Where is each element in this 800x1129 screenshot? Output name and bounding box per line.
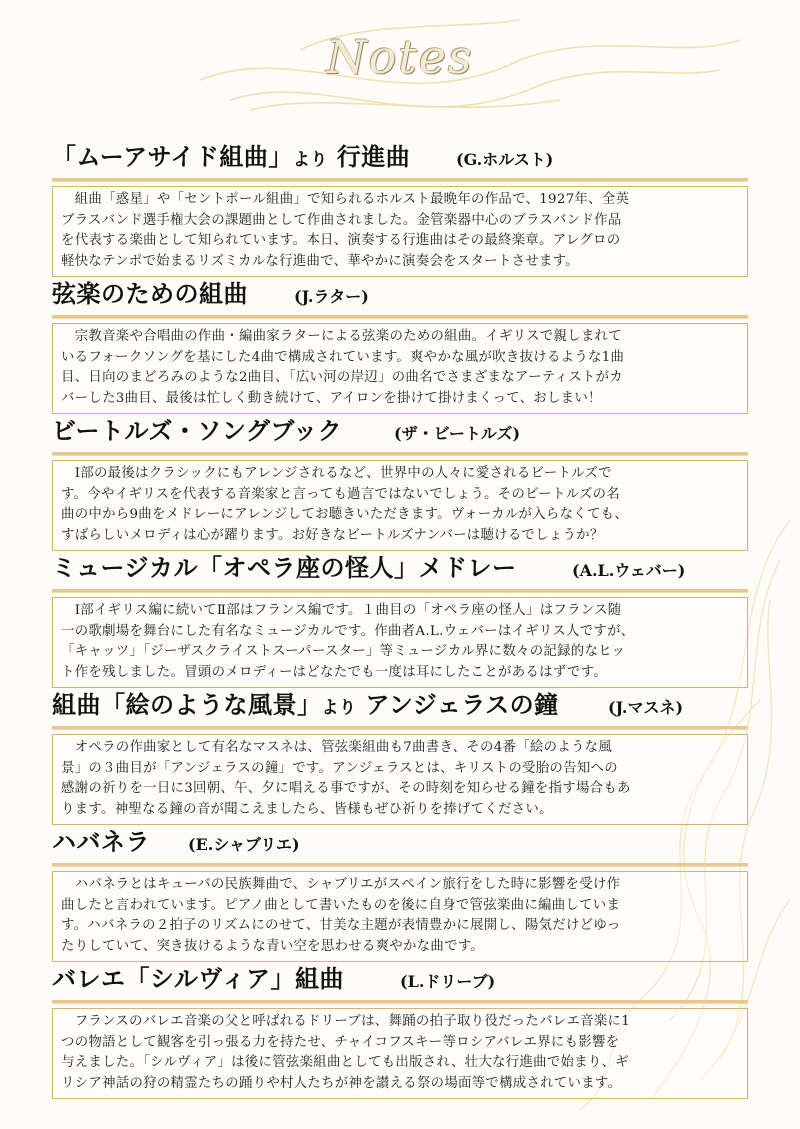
body-line: 与えました。「シルヴィア」は後に管弦楽組曲としても出版され、壮大な行進曲で始まり、ギ bbox=[61, 1055, 629, 1070]
section-heading bbox=[52, 545, 748, 589]
body-line: ります。神聖なる鐘の音が聞こえましたら、皆様もぜひ祈りを捧げてください。 bbox=[61, 801, 553, 817]
body-line: たりしていて、突き抜けるような青い空を思わせる爽やかな曲です。 bbox=[61, 938, 485, 954]
section-heading bbox=[52, 271, 748, 315]
section-title-main: 「ムーアサイド組曲」 bbox=[52, 143, 293, 171]
body-line: オペラの作曲家として有名なマスネは、管弦楽組曲も7曲書き、その4番「絵のような風 bbox=[61, 740, 613, 755]
body-line: を代表する楽曲として知られています。本日、演奏する行進曲はその最終楽章。アレグロの bbox=[61, 233, 621, 248]
section-body bbox=[52, 323, 748, 414]
section-title bbox=[52, 959, 344, 994]
heading-rule bbox=[52, 726, 748, 730]
heading-rule bbox=[52, 178, 748, 182]
section-title-small: より bbox=[321, 698, 357, 718]
composer-name: (E.シャブリエ) bbox=[188, 835, 300, 854]
body-line: いるフォークソングを基にした4曲で構成されています。爽やかな風が吹き抜けるような1曲 bbox=[61, 349, 625, 365]
body-line: ブラスバンド選手権大会の課題曲として作曲されました。金管楽器中心のブラスバンド作品 bbox=[61, 212, 622, 228]
body-line: 感謝の祈りを一日に3回朝、午、夕に唱える事ですが、その時刻を知らせる鐘を指す場合もあ bbox=[61, 781, 631, 796]
section-body bbox=[52, 597, 748, 688]
note-section bbox=[52, 134, 748, 277]
body-line: バーした3曲目、最後は忙しく動き続けて、アイロンを掛けて掛けまくって、おしまい！ bbox=[61, 390, 602, 406]
note-section bbox=[52, 271, 748, 414]
note-section bbox=[52, 545, 748, 688]
body-line: すばらしいメロディは心が躍ります。お好きなビートルズナンバーは聴けるでしょうか？ bbox=[61, 527, 604, 543]
section-body bbox=[52, 186, 748, 277]
section-title-main: バレエ「シルヴィア」組曲 bbox=[52, 965, 344, 993]
body-line: 曲の中から9曲をメドレーにアレンジしてお聴きいただきます。ヴォーカルが入らなくても、 bbox=[61, 507, 629, 522]
section-title bbox=[52, 548, 517, 583]
body-line: 目、日向のまどろみのような2曲目、「広い河の岸辺」の曲名でさまざまなアーティストがカ bbox=[61, 370, 623, 385]
section-heading bbox=[52, 134, 748, 178]
section-title bbox=[52, 685, 559, 720]
heading-rule bbox=[52, 452, 748, 456]
section-body bbox=[52, 460, 748, 551]
body-line: リシア神話の狩の精霊たちの踊りや村人たちが神を讃える祭の場面等で構成されています。 bbox=[61, 1075, 622, 1091]
composer-name: (L.ドリーブ) bbox=[400, 972, 496, 991]
section-body bbox=[52, 1008, 748, 1099]
note-section bbox=[52, 956, 748, 1099]
note-section bbox=[52, 682, 748, 825]
body-line: ハバネラとはキューバの民族舞曲で、シャブリエがスペイン旅行をした時に影響を受け作 bbox=[61, 877, 621, 892]
body-line: Ⅰ部の最後はクラシックにもアレンジされるなど、世界中の人々に愛されるビートルズで bbox=[61, 466, 612, 481]
section-body bbox=[52, 734, 748, 825]
body-line: す。今やイギリスを代表する音楽家と言っても過言ではないでしょう。そのビートルズの名 bbox=[61, 486, 621, 502]
section-title-main: ミュージカル「オペラ座の怪人」メドレー bbox=[52, 554, 517, 582]
page-title: Notes bbox=[326, 30, 474, 84]
note-section bbox=[52, 819, 748, 962]
body-line: 組曲「惑星」や「セントポール組曲」で知られるホルスト最晩年の作品で、1927年、全英 bbox=[61, 192, 630, 207]
section-title bbox=[52, 137, 410, 172]
composer-name: (J.ラター) bbox=[294, 287, 369, 306]
heading-rule bbox=[52, 315, 748, 319]
section-title-small: より bbox=[292, 150, 328, 170]
composer-name: (ザ・ビートルズ) bbox=[394, 424, 521, 443]
heading-rule bbox=[52, 589, 748, 593]
section-title bbox=[52, 274, 248, 309]
section-body bbox=[52, 871, 748, 962]
section-title-main: 組曲「絵のような風景」 bbox=[52, 691, 322, 719]
body-line: ト作を残しました。冒頭のメロディーはどなたでも一度は耳にしたことがあるはずです。 bbox=[61, 664, 607, 680]
section-title-rest: アンジェラスの鐘 bbox=[356, 691, 559, 719]
body-line: 曲したと言われています。ピアノ曲として書いたものを後に自身で管弦楽曲に編曲していま bbox=[61, 897, 621, 913]
composer-name: (G.ホルスト) bbox=[456, 150, 554, 169]
body-line: 軽快なテンポで始まるリズミカルな行進曲で、華やかに演奏会をスタートさせます。 bbox=[61, 253, 579, 269]
body-line: フランスのバレエ音楽の父と呼ばれるドリーブは、舞踊の拍子取り役だったバレエ音楽に1 bbox=[61, 1014, 631, 1029]
section-heading bbox=[52, 819, 748, 863]
section-title-main: ハバネラ bbox=[52, 828, 150, 856]
body-line: Ⅰ部イギリス編に続いてⅡ部はフランス編です。１曲目の「オペラ座の怪人」はフランス随 bbox=[61, 603, 622, 618]
body-line: つの物語として観客を引っ張る力を持たせ、チャイコフスキー等ロシアバレエ界にも影響を bbox=[61, 1034, 620, 1050]
section-title-main: ビートルズ・ソングブック bbox=[52, 417, 343, 445]
heading-rule bbox=[52, 863, 748, 867]
note-section bbox=[52, 408, 748, 551]
composer-name: (A.L.ウェバー) bbox=[572, 561, 686, 580]
section-title bbox=[52, 411, 342, 446]
body-line: す。ハバネラの２拍子のリズムにのせて、甘美な主題が表情豊かに展開し、陽気だけどゆっ bbox=[61, 918, 621, 933]
section-title bbox=[52, 822, 150, 857]
section-heading bbox=[52, 408, 748, 452]
body-line: 宗教音楽や合唱曲の作曲・編曲家ラターによる弦楽のための組曲。イギリスで親しまれて bbox=[61, 329, 622, 344]
heading-rule bbox=[52, 1000, 748, 1004]
section-heading bbox=[52, 956, 748, 1000]
body-line: 「キャッツ」「ジーザスクライストスーパースター」等ミュージカル界に数々の記録的なヒッ bbox=[61, 644, 626, 659]
body-line: 景」の３曲目が「アンジェラスの鐘」です。アンジェラスとは、キリストの受胎の告知への bbox=[61, 760, 618, 776]
section-title-rest: 行進曲 bbox=[327, 143, 411, 171]
section-title-main: 弦楽のための組曲 bbox=[52, 280, 248, 308]
composer-name: (J.マスネ) bbox=[608, 698, 684, 717]
body-line: 一の歌劇場を舞台にした有名なミュージカルです。作曲者A.L.ウェバーはイギリス人ですが、 bbox=[61, 623, 635, 639]
section-heading bbox=[52, 682, 748, 726]
